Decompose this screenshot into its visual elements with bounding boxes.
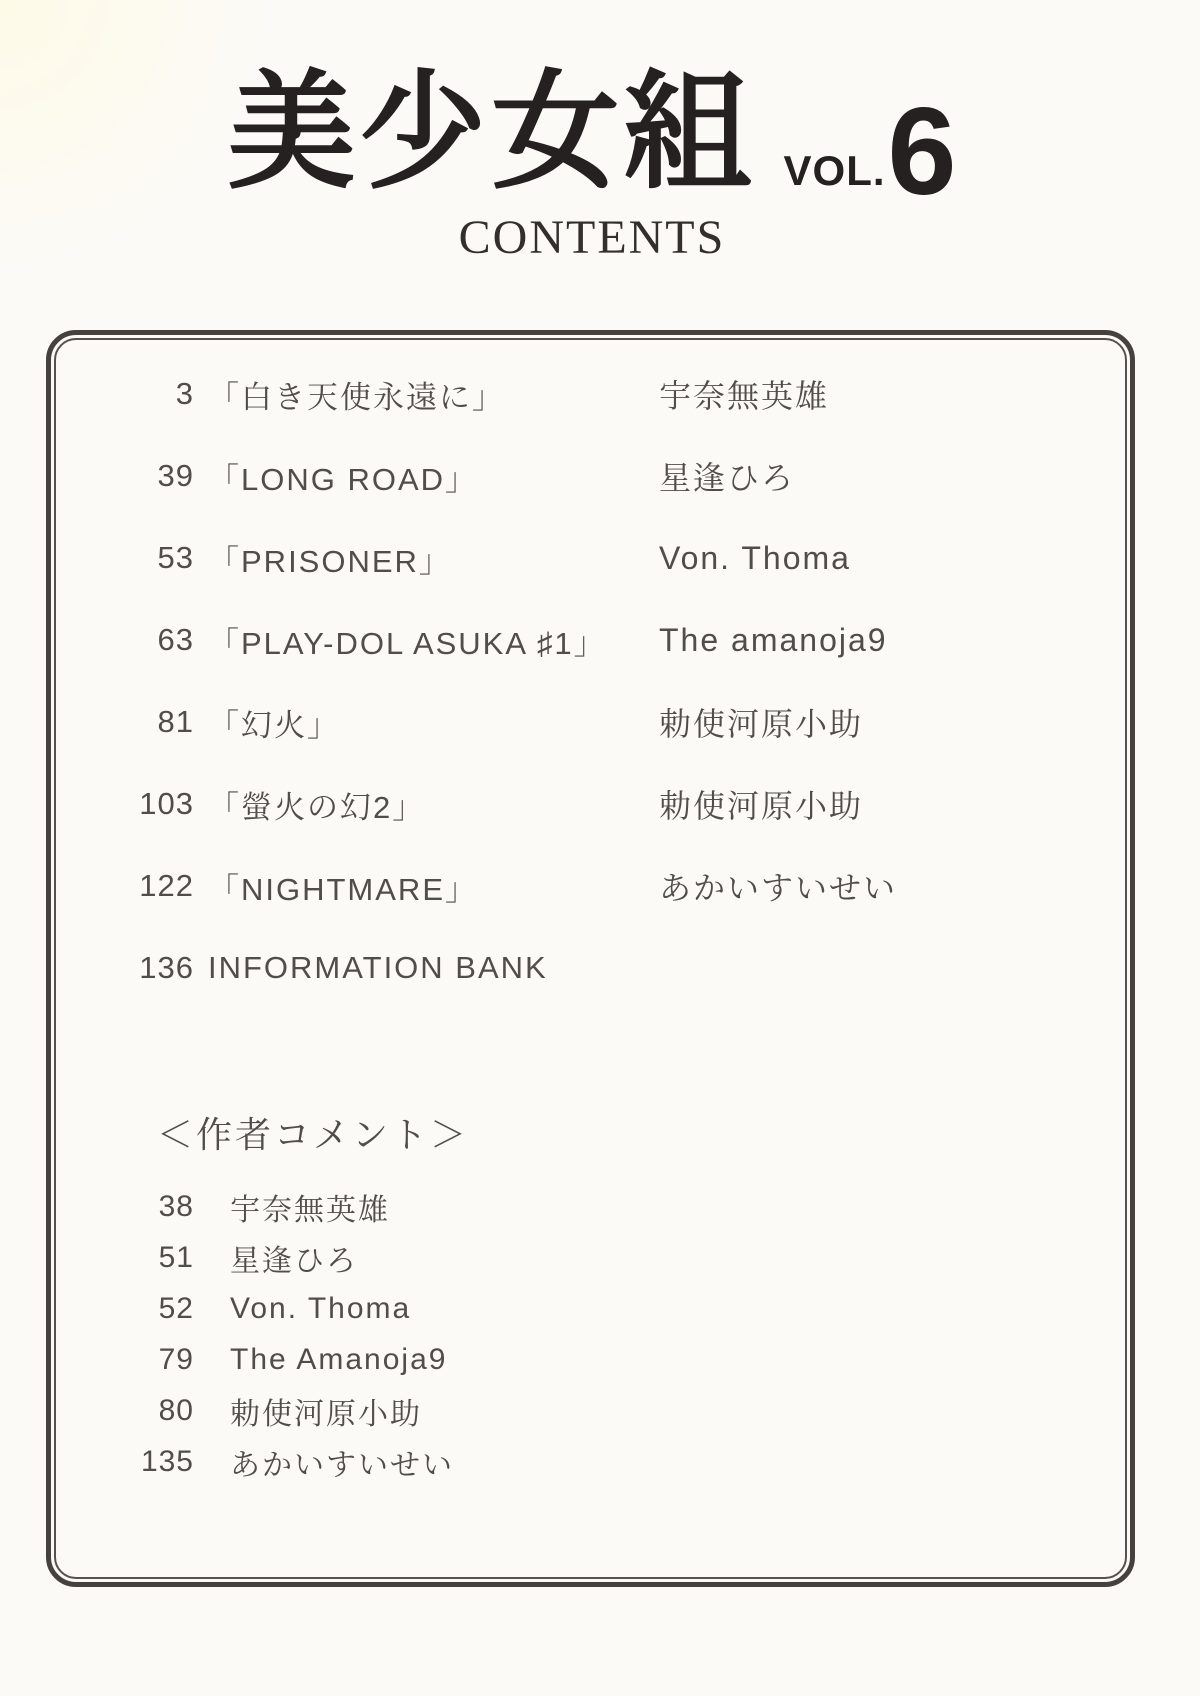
comment-row (51, 1334, 1130, 1385)
book-title-vol-label: VOL. (783, 147, 886, 194)
comment-page-number: 135 (140, 1444, 194, 1478)
book-title-kanji: 美少女組 (227, 61, 756, 204)
comment-author-name: 勅使河原小助 (230, 1397, 422, 1431)
toc-page-number: 136 (139, 950, 194, 985)
toc-title: 「PLAY-DOL ASUKA ♯1」 (208, 625, 607, 661)
comment-row (51, 1232, 1130, 1283)
toc-row (51, 763, 1130, 845)
book-title-vol-number: 6 (887, 83, 957, 221)
toc-row (51, 681, 1130, 763)
comment-row (51, 1385, 1130, 1436)
toc-author: 勅使河原小助 (659, 706, 864, 742)
toc-title: 「螢火の幻2」 (208, 789, 426, 825)
toc-author: Von. Thoma (659, 539, 851, 576)
comment-page-number: 79 (158, 1342, 194, 1376)
toc-page-number: 122 (139, 868, 194, 903)
toc-author: あかいすいせい (659, 870, 898, 906)
toc-title: 「NIGHTMARE」 (208, 871, 478, 907)
author-comments-list (51, 1181, 1130, 1487)
toc-page-number: 39 (157, 458, 194, 493)
comment-author-name: あかいすいせい (230, 1448, 454, 1482)
comment-row (51, 1181, 1130, 1232)
toc-title: 「白き天使永遠に」 (208, 379, 505, 415)
toc-author: 宇奈無英雄 (659, 378, 830, 414)
toc-author: The amanoja9 (659, 621, 888, 658)
contents-list (51, 353, 1130, 1009)
comment-page-number: 38 (158, 1189, 194, 1223)
toc-title: 「幻火」 (208, 707, 340, 743)
toc-page-number: 53 (157, 540, 194, 575)
contents-frame (46, 330, 1135, 1587)
comment-row (51, 1436, 1130, 1487)
toc-page-number: 3 (175, 376, 194, 411)
comment-page-number: 51 (158, 1240, 194, 1274)
toc-page-number: 81 (157, 704, 194, 739)
comment-author-name: 星逢ひろ (230, 1244, 358, 1278)
comment-row (51, 1283, 1130, 1334)
contents-frame-content (51, 335, 1130, 1582)
toc-author: 星逢ひろ (659, 460, 796, 496)
comment-author-name: The Amanoja9 (230, 1342, 448, 1376)
toc-title: 「LONG ROAD」 (208, 461, 479, 497)
toc-row (51, 845, 1130, 927)
contents-heading: CONTENTS (458, 211, 726, 264)
toc-author: 勅使河原小助 (659, 788, 864, 824)
toc-row (51, 353, 1130, 435)
toc-row (51, 435, 1130, 517)
book-title (0, 58, 1192, 221)
comment-author-name: Von. Thoma (230, 1291, 412, 1325)
toc-row (51, 517, 1130, 599)
comment-page-number: 80 (158, 1393, 194, 1427)
toc-row (51, 927, 1130, 1009)
comment-page-number: 52 (158, 1291, 194, 1325)
comment-author-name: 宇奈無英雄 (230, 1193, 390, 1227)
toc-row (51, 599, 1130, 681)
toc-page-number: 63 (157, 622, 194, 657)
toc-page-number: 103 (139, 786, 194, 821)
page-header (0, 58, 1200, 265)
toc-title: 「PRISONER」 (208, 543, 452, 579)
author-comments-heading: ＜作者コメント＞ (157, 1114, 470, 1155)
toc-title: INFORMATION BANK (208, 950, 548, 985)
